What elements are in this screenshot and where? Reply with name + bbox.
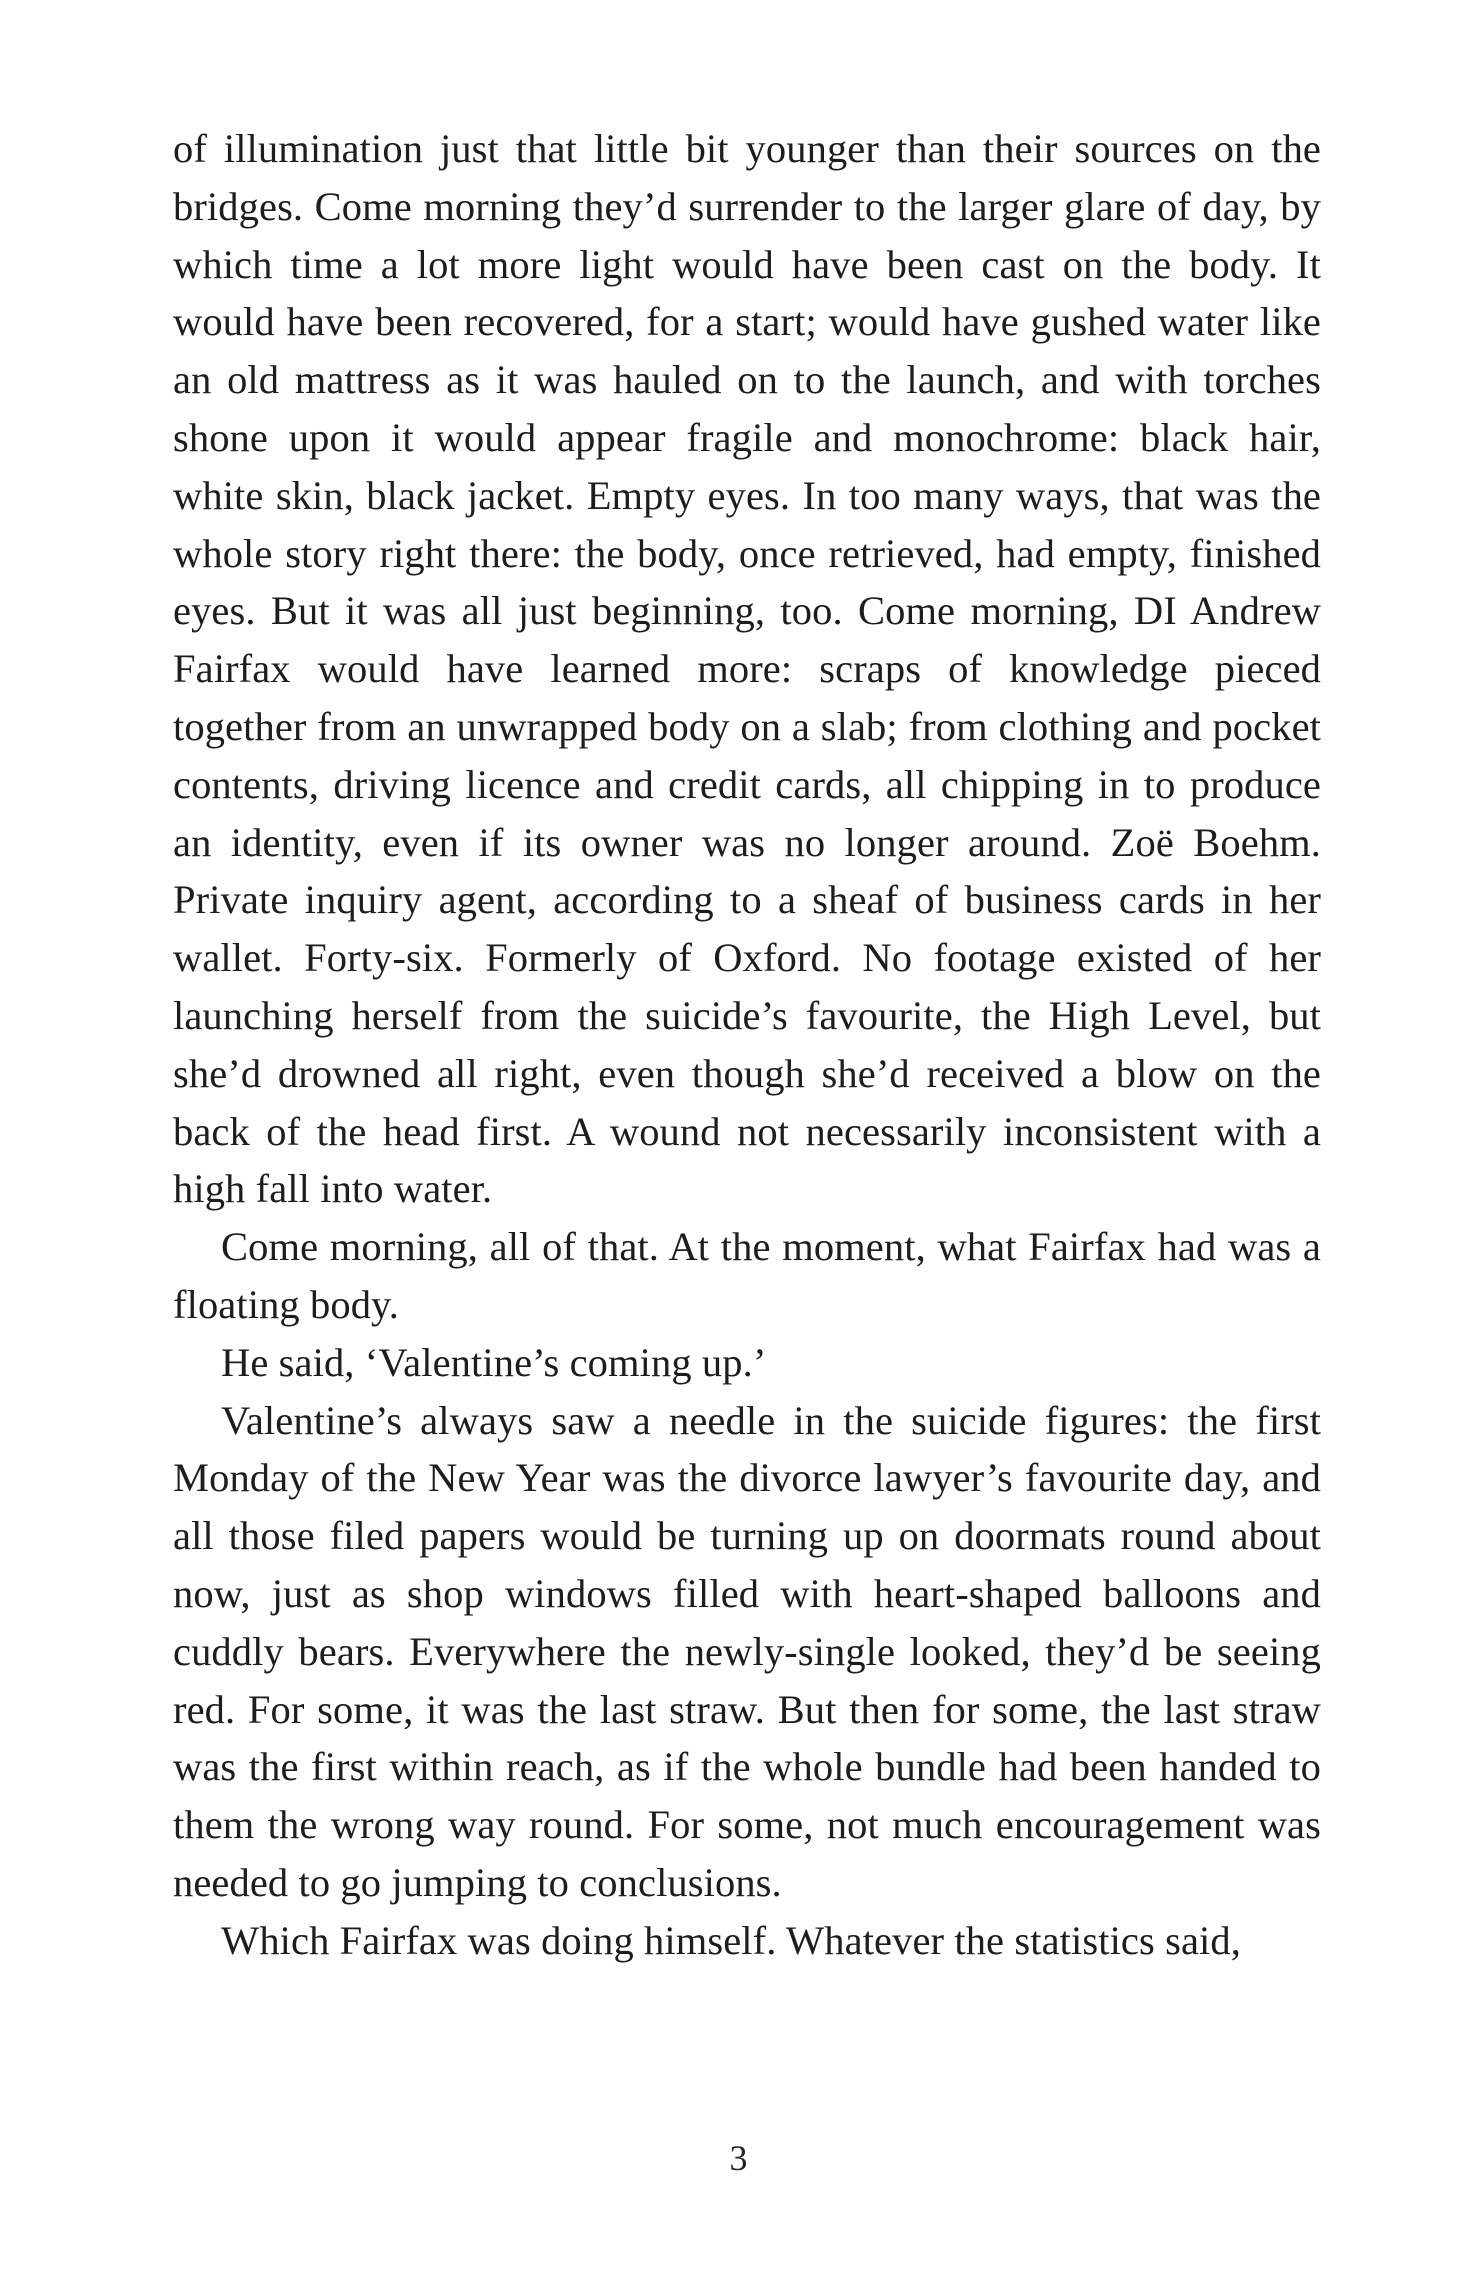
page-number: 3 — [729, 2138, 748, 2178]
paragraph-3: He said, ‘Valentine’s coming up.’ — [221, 1339, 767, 1385]
paragraph-5: Which Fairfax was doing himself. Whatever the statistics said, — [221, 1917, 1241, 1963]
paragraph-1: of illumination just that little bit younger than their sources on the bridges. Come morning they’d surrender to the larger glare of day, by which time a lot more light would have been cast on the body. It would have been recovered, for a start; would have gushed water like an old mattress as it was hauled on to the launch, and with torches shone upon it would appear fragile and monochrome: black hair, white skin, black jacket. Empty eyes. In too many ways, that was the whole story right there: the body, once retrieved, had empty, finished eyes. But it was all just beginning, too. Come morning, DI Andrew Fairfax would have learned more: scraps of knowledge pieced together from an unwrapped body on a slab; from clothing and pocket contents, driving licence and credit cards, all chipping in to produce an identity, even if its owner was no longer around. Zoë Boehm. Private inquiry agent, according to a sheaf of business cards in her wallet. Forty-six. Formerly of Oxford. No footage existed of her launching herself from the suicide’s favourite, the High Level, but she’d drowned all right, even though she’d received a blow on the back of the head first. A wound not necessarily inconsistent with a high fall into water. — [173, 126, 1321, 1212]
paragraph-2: Come morning, all of that. At the moment, what Fairfax had was a floating body. — [173, 1224, 1321, 1327]
body-text — [173, 120, 1321, 1970]
paragraph-4: Valentine’s always saw a needle in the suicide figures: the first Monday of the New Year was the divorce lawyer’s favourite day, and all those filed papers would be turning up on doormats round about now, just as shop windows filled with heart-shaped balloons and cuddly bears. Everywhere the newly-single looked, they’d be seeing red. For some, it was the last straw. But then for some, the last straw was the first within reach, as if the whole bundle had been handed to them the wrong way round. For some, not much encouragement was needed to go jumping to conclusions. — [173, 1397, 1321, 1905]
